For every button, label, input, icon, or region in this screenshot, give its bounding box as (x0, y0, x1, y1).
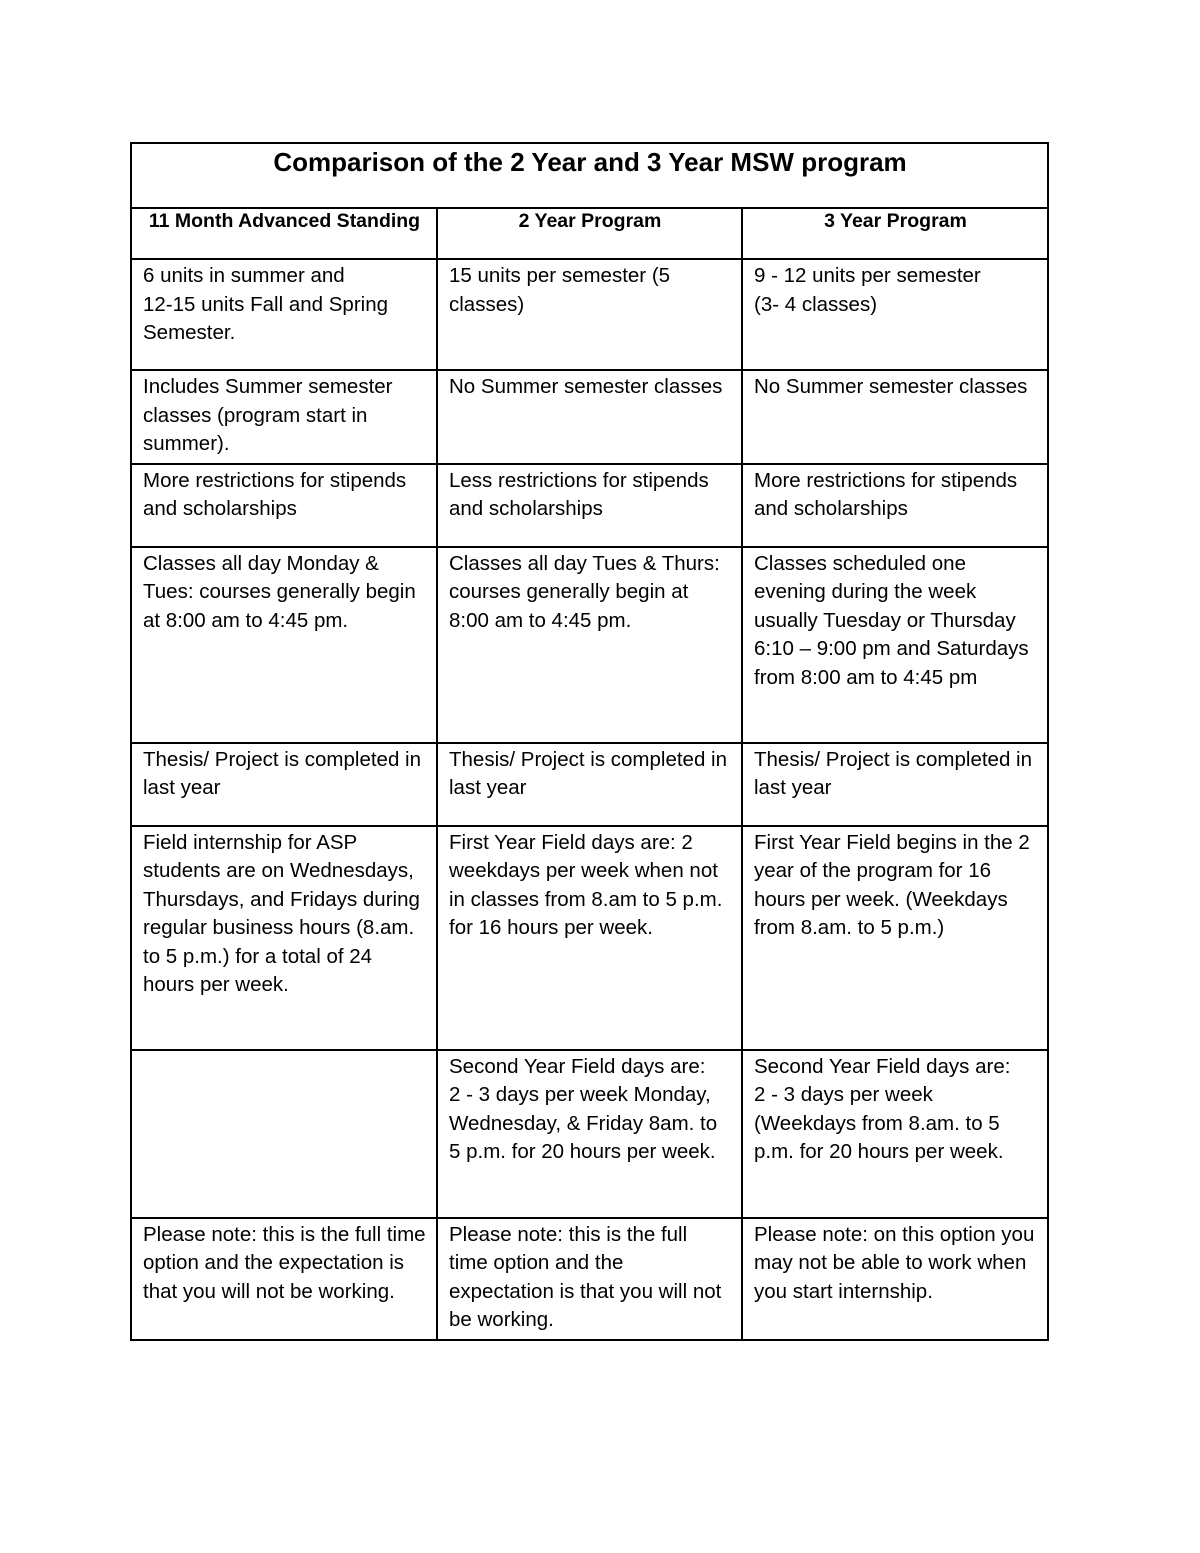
table-cell: First Year Field days are: 2 weekdays per week when not in classes from 8.am to 5 p.m. for 16 hours per week. (437, 826, 742, 1050)
table-cell: First Year Field begins in the 2 year of the program for 16 hours per week. (Weekdays from 8.am. to 5 p.m.) (742, 826, 1048, 1050)
table-cell (131, 1050, 437, 1218)
column-header-2-year: 2 Year Program (437, 208, 742, 259)
table-cell: Field internship for ASP students are on Wednesdays, Thursdays, and Fridays during regular business hours (8.am. to 5 p.m.) for a total of 24 hours per week. (131, 826, 437, 1050)
table-cell: 9 - 12 units per semester (3- 4 classes) (742, 259, 1048, 370)
table-row (131, 370, 1048, 464)
table-row (131, 464, 1048, 547)
table-row (131, 1218, 1048, 1340)
table-cell: Please note: this is the full time option and the expectation is that you will not be working. (131, 1218, 437, 1340)
table-row (131, 547, 1048, 743)
table-cell: Please note: this is the full time option and the expectation is that you will not be working. (437, 1218, 742, 1340)
table-cell: Second Year Field days are: 2 - 3 days per week Monday, Wednesday, & Friday 8am. to 5 p.m. for 20 hours per week. (437, 1050, 742, 1218)
table-cell: Less restrictions for stipends and scholarships (437, 464, 742, 547)
table-cell: Classes all day Tues & Thurs: courses generally begin at 8:00 am to 4:45 pm. (437, 547, 742, 743)
comparison-table (130, 142, 1049, 1341)
table-row (131, 826, 1048, 1050)
table-row (131, 743, 1048, 826)
table-cell: Classes scheduled one evening during the week usually Tuesday or Thursday 6:10 – 9:00 pm and Saturdays from 8:00 am to 4:45 pm (742, 547, 1048, 743)
table-cell: Please note: on this option you may not be able to work when you start internship. (742, 1218, 1048, 1340)
table-cell: No Summer semester classes (437, 370, 742, 464)
table-cell: Classes all day Monday & Tues: courses generally begin at 8:00 am to 4:45 pm. (131, 547, 437, 743)
table-cell: 15 units per semester (5 classes) (437, 259, 742, 370)
header-row (131, 208, 1048, 259)
table-cell: 6 units in summer and 12-15 units Fall and Spring Semester. (131, 259, 437, 370)
table-cell: No Summer semester classes (742, 370, 1048, 464)
column-header-3-year: 3 Year Program (742, 208, 1048, 259)
table-cell: More restrictions for stipends and scholarships (742, 464, 1048, 547)
table-row (131, 259, 1048, 370)
column-header-advanced-standing: 11 Month Advanced Standing (131, 208, 437, 259)
table-cell: Thesis/ Project is completed in last year (437, 743, 742, 826)
table-row (131, 1050, 1048, 1218)
table-title: Comparison of the 2 Year and 3 Year MSW program (131, 143, 1048, 208)
title-row (131, 143, 1048, 208)
table-cell: Includes Summer semester classes (program start in summer). (131, 370, 437, 464)
table-cell: Second Year Field days are: 2 - 3 days per week (Weekdays from 8.am. to 5 p.m. for 20 hours per week. (742, 1050, 1048, 1218)
table-cell: Thesis/ Project is completed in last year (742, 743, 1048, 826)
table-cell: Thesis/ Project is completed in last year (131, 743, 437, 826)
table-cell: More restrictions for stipends and scholarships (131, 464, 437, 547)
